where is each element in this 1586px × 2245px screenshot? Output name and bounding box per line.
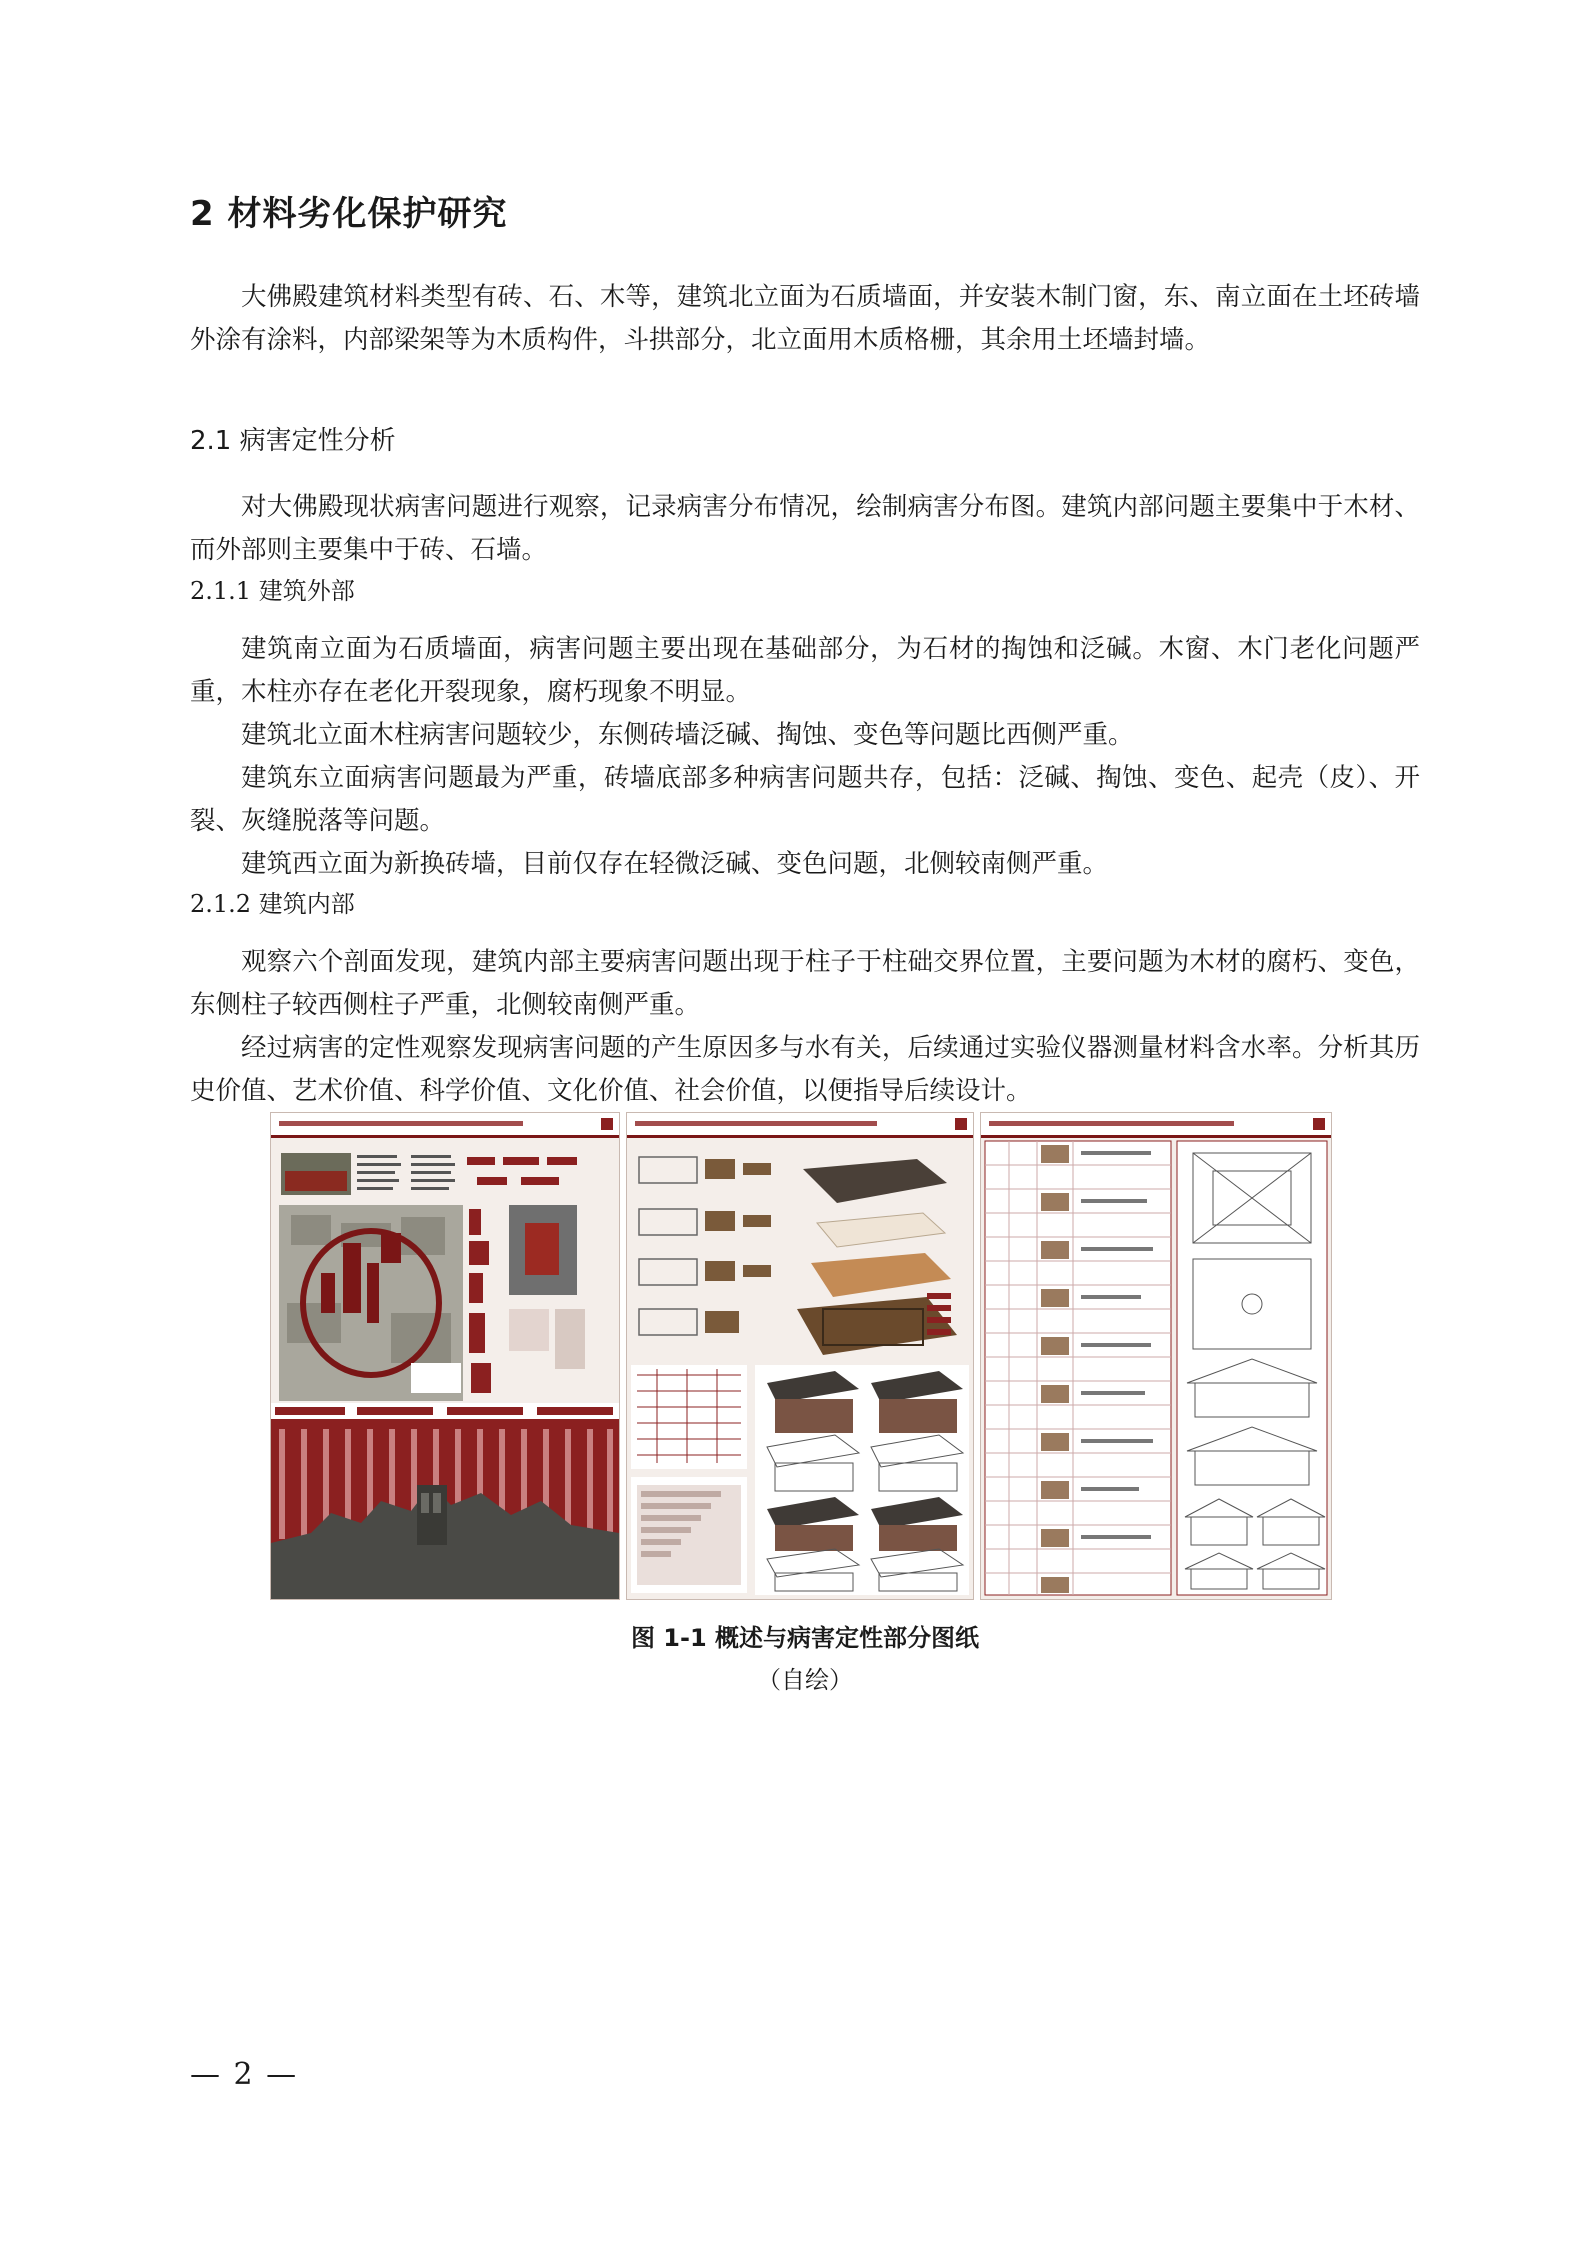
subsection-intro [190, 486, 1420, 572]
exterior-paragraph: 建筑东立面病害问题最为严重，砖墙底部多种病害问题共存，包括：泛碱、掏蚀、变色、起壳（皮）、开裂、灰缝脱落等问题。 [190, 763, 1420, 836]
interior-paragraph: 观察六个剖面发现，建筑内部主要病害问题出现于柱子于柱础交界位置，主要问题为木材的腐朽、变色，东侧柱子较西侧柱子严重，北侧较南侧严重。 [190, 947, 1420, 1020]
exterior-heading: 2.1.1 建筑外部 [190, 577, 355, 605]
overview-drawing [271, 1113, 619, 1599]
figure-source: （自绘） [757, 1666, 853, 1694]
page-number: — 2 — [190, 2057, 299, 2092]
section-title: 2 材料劣化保护研究 [190, 194, 508, 234]
figure-caption: 图 1-1 概述与病害定性部分图纸 [630, 1624, 980, 1652]
exterior-paragraph: 建筑北立面木柱病害问题较少，东侧砖墙泛碱、掏蚀、变色等问题比西侧严重。 [241, 720, 1134, 750]
exterior-paragraph: 建筑西立面为新换砖墙，目前仅存在轻微泛碱、变色问题，北侧较南侧严重。 [241, 849, 1109, 879]
interior-paragraph: 经过病害的定性观察发现病害问题的产生原因多与水有关，后续通过实验仪器测量材料含水率。分析其历史价值、艺术价值、科学价值、文化价值、社会价值，以便指导后续设计。 [190, 1033, 1420, 1106]
section-intro [190, 276, 1420, 362]
subsection-title: 2.1 病害定性分析 [190, 426, 396, 456]
figure-drawings [270, 1112, 1330, 1598]
interior-heading: 2.1.2 建筑内部 [190, 890, 355, 918]
drawing-board-overview [270, 1112, 620, 1600]
exterior-paragraph: 建筑南立面为石质墙面，病害问题主要出现在基础部分，为石材的掏蚀和泛碱。木窗、木门老化问题严重，木柱亦存在老化开裂现象，腐朽现象不明显。 [190, 634, 1420, 707]
disease-drawing [981, 1113, 1331, 1599]
exterior-body [190, 628, 1420, 886]
drawing-board-disease-table [980, 1112, 1332, 1600]
interior-body [190, 941, 1420, 1113]
structure-drawing [627, 1113, 973, 1599]
section-intro-text: 大佛殿建筑材料类型有砖、石、木等，建筑北立面为石质墙面，并安装木制门窗，东、南立面在土坯砖墙外涂有涂料，内部梁架等为木质构件，斗拱部分，北立面用木质格栅，其余用土坯墙封墙。 [190, 282, 1420, 355]
drawing-board-structure [626, 1112, 974, 1600]
subsection-intro-text: 对大佛殿现状病害问题进行观察，记录病害分布情况，绘制病害分布图。建筑内部问题主要集中于木材、而外部则主要集中于砖、石墙。 [190, 492, 1420, 565]
